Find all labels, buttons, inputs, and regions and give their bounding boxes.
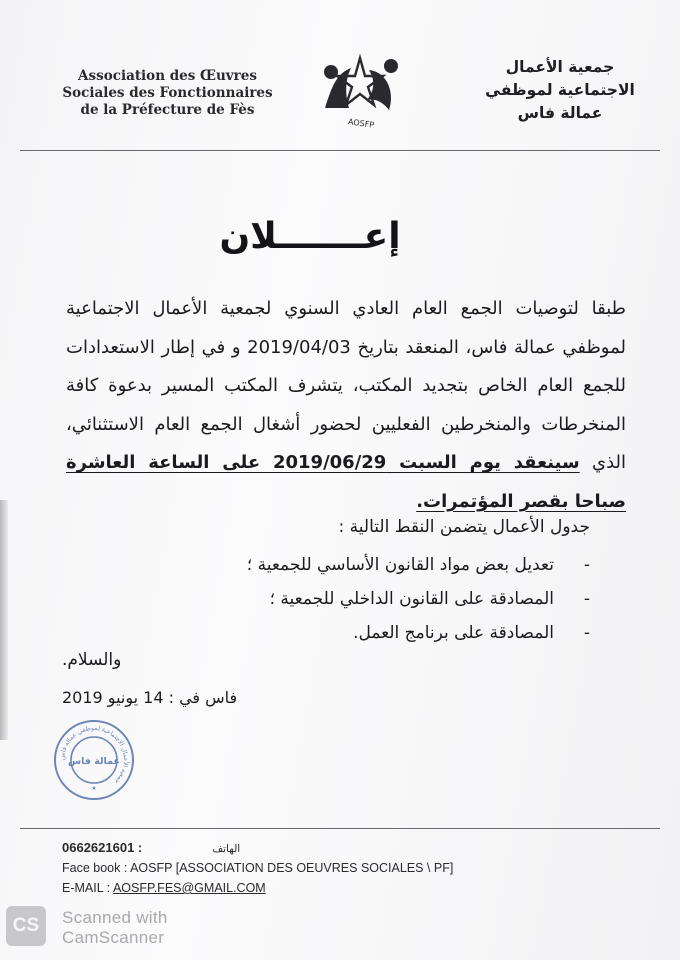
- agenda-list: [80, 548, 590, 650]
- agenda-bullet: -: [583, 589, 590, 609]
- body-meeting-details: سينعقد يوم السبت 2019/06/29 على الساعة العاشرة صباحا بقصر المؤتمرات.: [66, 452, 626, 512]
- agenda-bullet: -: [583, 623, 590, 643]
- agenda-item: [80, 582, 590, 616]
- agenda-intro: جدول الأعمال يتضمن النقط التالية :: [338, 517, 590, 537]
- header-french-line: Association des Œuvres: [78, 68, 257, 84]
- camscanner-watermark: [62, 908, 222, 948]
- email-label: E-MAIL :: [62, 881, 113, 895]
- header-arabic-line: عمالة فاس: [517, 104, 603, 122]
- date-line: فاس في : 14 يونيو 2019: [62, 688, 238, 707]
- association-logo-icon: [305, 50, 415, 130]
- agenda-bullet: -: [583, 555, 590, 575]
- stamp-center-text: عمالة فاس: [68, 756, 120, 767]
- agenda-section: [80, 512, 590, 650]
- footer-facebook: Face book : AOSFP [ASSOCIATION DES OEUVRES SOCIALES \ PF]: [62, 861, 454, 875]
- phone-label: الهاتف: [212, 843, 241, 855]
- agenda-item-text: تعديل بعض مواد القانون الأساسي للجمعية ؛: [246, 555, 554, 575]
- watermark-line: Scanned with: [62, 908, 168, 927]
- header-arabic-name: [470, 56, 650, 125]
- official-stamp-icon: [52, 718, 136, 802]
- body-text-main: طبقا لتوصيات الجمع العام العادي السنوي لجمعية الأعمال الاجتماعية لموظفي عمالة فاس، المنعقد بتاريخ 2019/04/03 و في إطار الاستعدادات للجمع العام الخاص بتجديد المكتب، يتشرف المكتب المسير بدعوة كافة المنخرطات والمنخرطين الفعليين لحضور أشغال الجمع العام الاستثنائي، الذي: [66, 298, 626, 473]
- header-divider: [20, 150, 660, 151]
- watermark-line: CamScanner: [62, 928, 165, 947]
- camscanner-logo-icon: CS: [6, 906, 46, 946]
- agenda-item: [80, 616, 590, 650]
- agenda-item-text: المصادقة على برنامج العمل.: [353, 623, 554, 643]
- header-french-line: de la Préfecture de Fès: [80, 102, 255, 118]
- agenda-item: [80, 548, 590, 582]
- stamp-ring-text: جمعية الأعمال الاجتماعية لموظفي عمالة فاس: [58, 724, 130, 786]
- footer-email: [62, 881, 266, 895]
- page-fold-shadow: [0, 500, 8, 740]
- header-french-name: [60, 68, 275, 119]
- phone-number: 0662621601 :: [62, 840, 143, 855]
- announcement-title: إعـــــــلان: [219, 216, 401, 257]
- announcement-body: [66, 290, 626, 521]
- footer-phone: [62, 840, 240, 855]
- logo-caption: AOSFP: [347, 117, 375, 130]
- header-arabic-line: جمعية الأعمال: [505, 58, 615, 76]
- closing-salutation: والسلام.: [62, 650, 122, 670]
- agenda-item-text: المصادقة على القانون الداخلي للجمعية ؛: [269, 589, 554, 609]
- header-arabic-line: الاجتماعية لموظفي: [485, 81, 635, 99]
- header-french-line: Sociales des Fonctionnaires: [62, 85, 273, 101]
- svg-text:★: ★: [91, 785, 97, 792]
- email-address: AOSFP.FES@GMAIL.COM: [112, 881, 266, 895]
- footer-divider: [20, 828, 660, 829]
